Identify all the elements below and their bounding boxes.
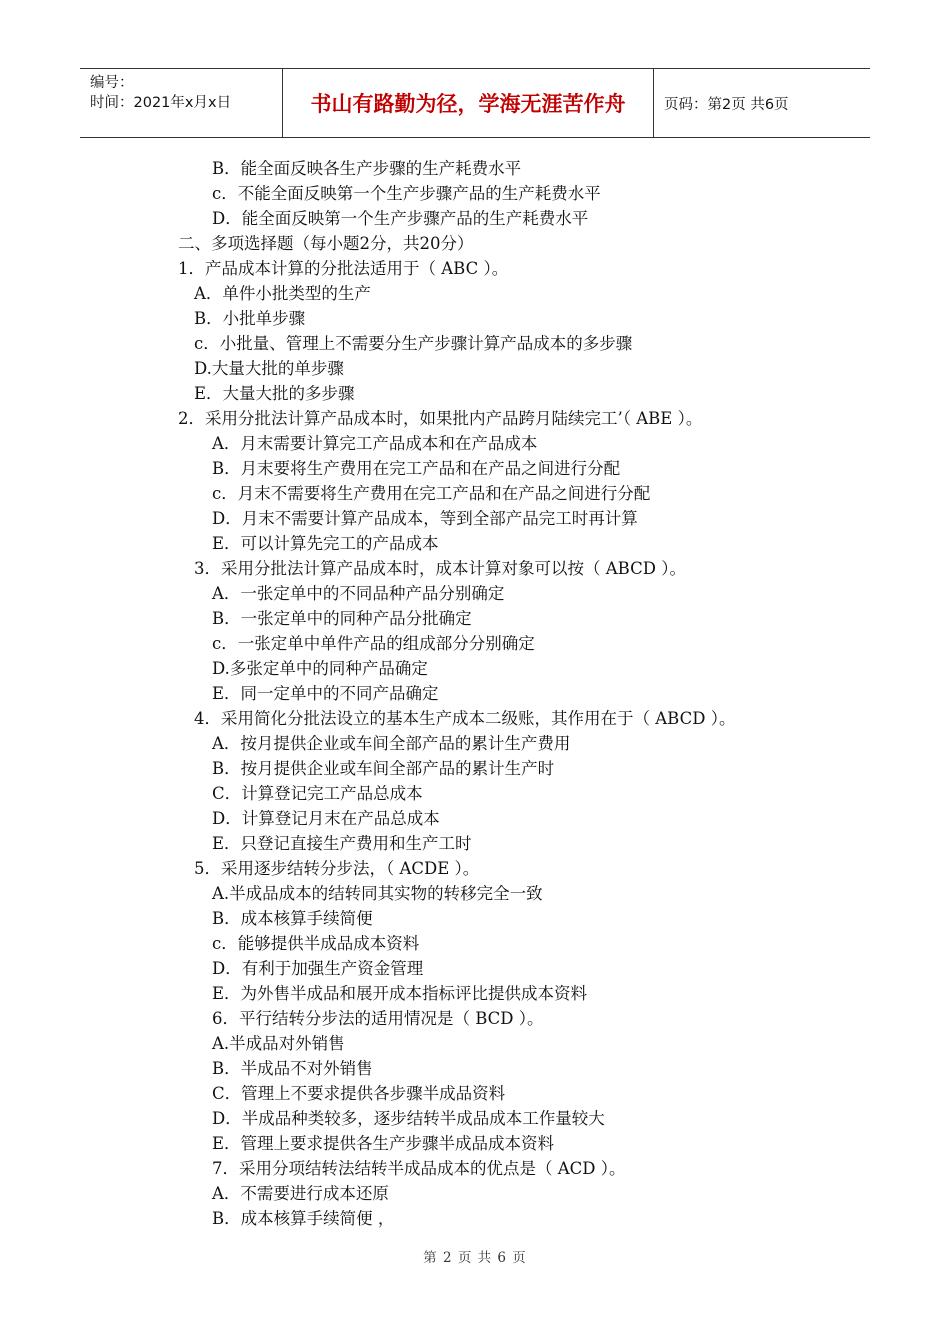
option-line: c．月末不需要将生产费用在完工产品和在产品之间进行分配 — [212, 484, 651, 503]
motto: 书山有路勤为径，学海无涯苦作舟 — [282, 69, 654, 137]
option-line: A．单件小批类型的生产 — [194, 284, 371, 303]
question-line: 3．采用分批法计算产品成本时，成本计算对象可以按（ ABCD ）。 — [194, 559, 686, 578]
question-line: 5．采用逐步结转分步法，（ ACDE ）。 — [194, 859, 480, 878]
option-line: C．计算登记完工产品总成本 — [212, 784, 423, 803]
option-line: E．同一定单中的不同产品确定 — [212, 684, 439, 703]
question-line: 6．平行结转分步法的适用情况是（ BCD ）。 — [212, 1009, 544, 1028]
text-line: B．能全面反映各生产步骤的生产耗费水平 — [212, 159, 522, 178]
page-footer: 第 2 页 共 6 页 — [423, 1250, 527, 1266]
question-line: 4．采用简化分批法设立的基本生产成本二级账，其作用在于（ ABCD ）。 — [194, 709, 736, 728]
question-line: 7．采用分项结转法结转半成品成本的优点是（ ACD ）。 — [212, 1159, 626, 1178]
option-line: B．成本核算手续简便 ， — [212, 1209, 395, 1228]
header-left — [80, 69, 282, 137]
option-line: A．一张定单中的不同品种产品分别确定 — [212, 584, 505, 603]
text-line: D．能全面反映第一个生产步骤产品的生产耗费水平 — [212, 209, 589, 228]
option-line: D.多张定单中的同种产品确定 — [212, 659, 428, 678]
option-line: c．小批量、管理上不需要分生产步骤计算产品成本的多步骤 — [194, 334, 633, 353]
option-line: A．不需要进行成本还原 — [212, 1184, 389, 1203]
section-heading: 二、多项选择题（每小题2分，共20分） — [178, 234, 474, 253]
option-line: C．管理上不要求提供各步骤半成品资料 — [212, 1084, 506, 1103]
option-line: A.半成品成本的结转同其实物的转移完全一致 — [212, 884, 543, 903]
option-line: E．为外售半成品和展开成本指标评比提供成本资料 — [212, 984, 588, 1003]
option-line: D．月末不需要计算产品成本，等到全部产品完工时再计算 — [212, 509, 638, 528]
option-line: D．半成品种类较多，逐步结转半成品成本工作量较大 — [212, 1109, 605, 1128]
question-line: 2．采用分批法计算产品成本时，如果批内产品跨月陆续完工’（ ABE ）。 — [178, 409, 703, 428]
option-line: E．可以计算先完工的产品成本 — [212, 534, 439, 553]
option-line: D.大量大批的单步骤 — [194, 359, 344, 378]
option-line: B．半成品不对外销售 — [212, 1059, 373, 1078]
option-line: B．按月提供企业或车间全部产品的累计生产时 — [212, 759, 555, 778]
text-line: c．不能全面反映第一个生产步骤产品的生产耗费水平 — [212, 184, 601, 203]
page-label: 页码：第2页 共6页 — [664, 96, 789, 113]
option-line: E．只登记直接生产费用和生产工时 — [212, 834, 472, 853]
question-line: 1．产品成本计算的分批法适用于（ ABC ）。 — [178, 259, 509, 278]
option-line: B．月末要将生产费用在完工产品和在产品之间进行分配 — [212, 459, 621, 478]
option-line: B．一张定单中的同种产品分批确定 — [212, 609, 472, 628]
date-label: 时间：2021年x月x日 — [90, 95, 232, 111]
page-header — [80, 68, 870, 138]
number-label: 编号： — [90, 75, 134, 91]
option-line: A．月末需要计算完工产品成本和在产品成本 — [212, 434, 538, 453]
option-line: c．能够提供半成品成本资料 — [212, 934, 420, 953]
option-line: B．小批单步骤 — [194, 309, 306, 328]
option-line: A．按月提供企业或车间全部产品的累计生产费用 — [212, 734, 571, 753]
option-line: E．大量大批的多步骤 — [194, 384, 355, 403]
option-line: c．一张定单中单件产品的组成部分分别确定 — [212, 634, 535, 653]
option-line: A.半成品对外销售 — [212, 1034, 345, 1053]
option-line: B．成本核算手续简便 — [212, 909, 373, 928]
option-line: D．有利于加强生产资金管理 — [212, 959, 424, 978]
option-line: D．计算登记月末在产品总成本 — [212, 809, 440, 828]
option-line: E．管理上要求提供各生产步骤半成品成本资料 — [212, 1134, 555, 1153]
